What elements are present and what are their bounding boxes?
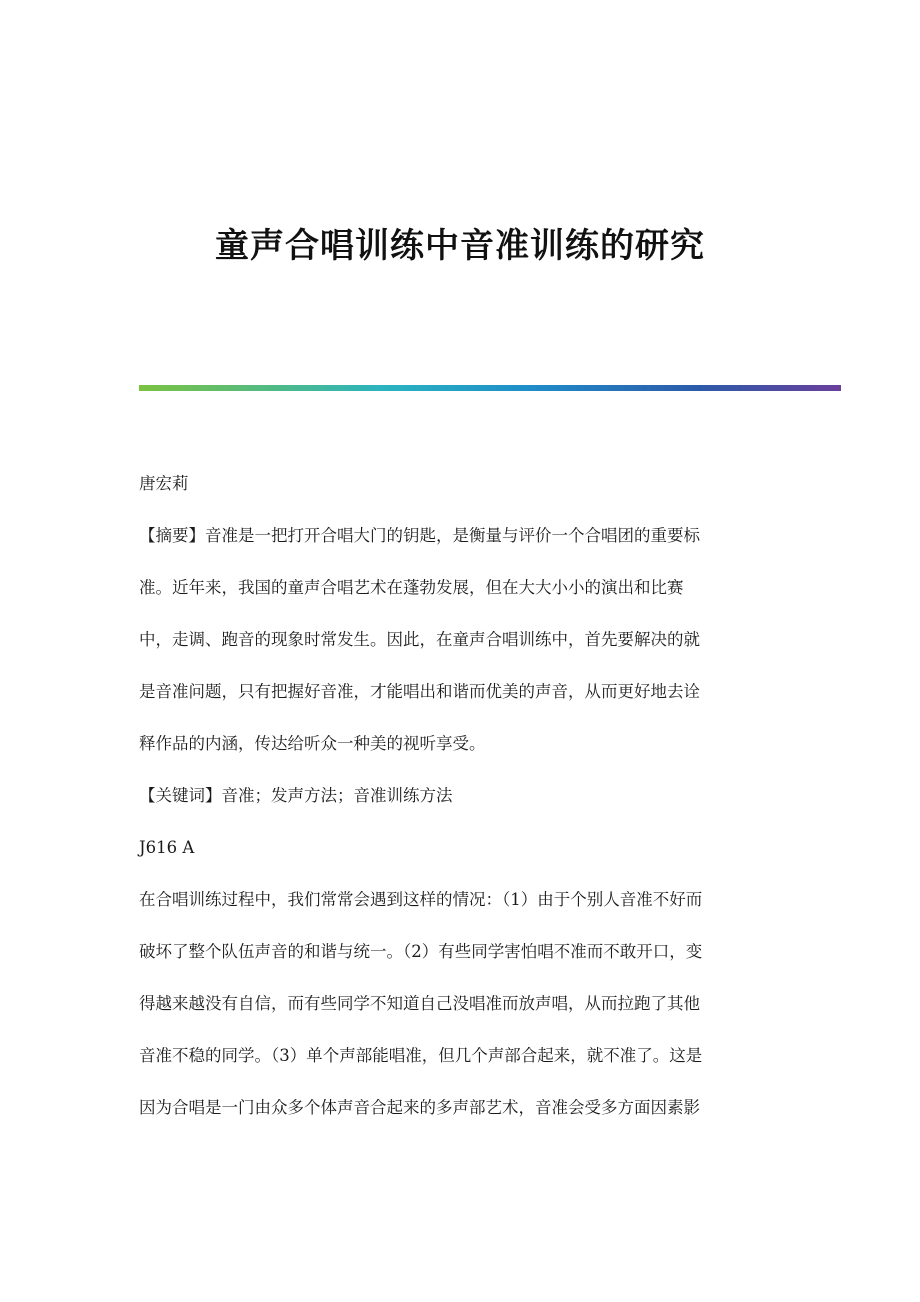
author-name: 唐宏莉 [139,474,189,493]
abstract-line: 中，走调、跑音的现象时常发生。因此，在童声合唱训练中，首先要解决的就 [139,630,700,649]
body-line: 破坏了整个队伍声音的和谐与统一。（2）有些同学害怕唱不准而不敢开口，变 [139,942,703,961]
document-body [139,470,789,1146]
body-line: 因为合唱是一门由众多个体声音合起来的多声部艺术，音准会受多方面因素影 [139,1098,700,1117]
gradient-divider [139,385,841,391]
abstract-line: 是音准问题，只有把握好音准，才能唱出和谐而优美的声音，从而更好地去诠 [139,682,700,701]
body-line: 音准不稳的同学。（3）单个声部能唱准，但几个声部合起来，就不准了。这是 [139,1046,703,1065]
document-title: 童声合唱训练中音准训练的研究 [215,226,705,266]
keywords: 【关键词】音准；发声方法；音准训练方法 [139,786,453,805]
abstract-line: 准。近年来，我国的童声合唱艺术在蓬勃发展，但在大大小小的演出和比赛 [139,578,684,597]
abstract-line: 释作品的内涵，传达给听众一种美的视听享受。 [139,734,486,753]
abstract-line: 【摘要】音准是一把打开合唱大门的钥匙，是衡量与评价一个合唱团的重要标 [139,526,700,545]
classification-code: J616 A [139,838,195,857]
body-line: 得越来越没有自信，而有些同学不知道自己没唱准而放声唱，从而拉跑了其他 [139,994,700,1013]
body-line: 在合唱训练过程中，我们常常会遇到这样的情况：（1）由于个别人音准不好而 [139,890,703,909]
